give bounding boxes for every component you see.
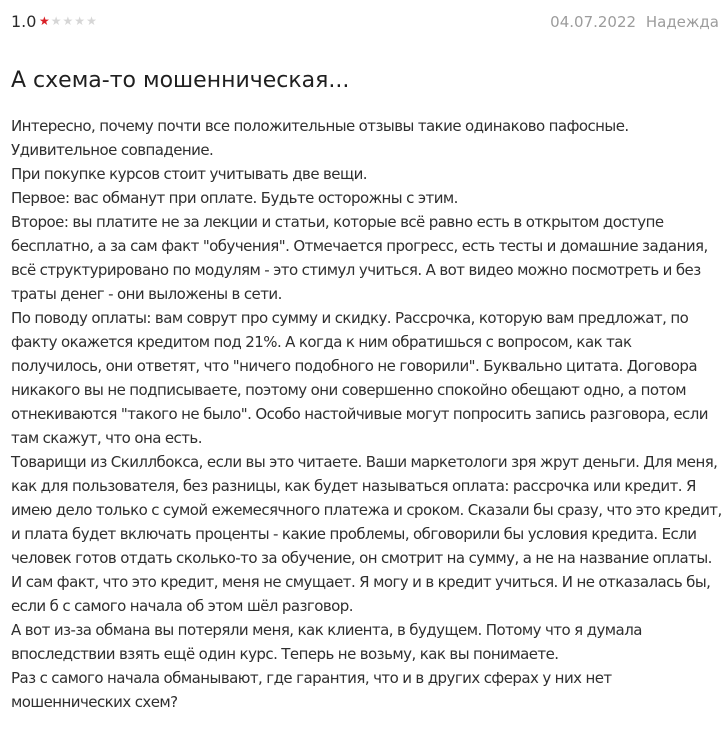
review-meta (11, 0, 721, 44)
review-paragraph: И сам факт, что это кредит, меня не смущает. Я могу и в кредит учиться. И не отказалась бы, если б с самого начала об этом шёл разговор. (11, 573, 711, 615)
review-paragraph: Первое: вас обманут при оплате. Будьте осторожны с этим. (11, 189, 458, 207)
review-paragraph: Раз с самого начала обманывают, где гарантия, что и в других сферах у них нет мошеннических схем? (11, 669, 612, 711)
review-title: А схема-то мошенническая... (11, 68, 350, 93)
star-empty-icon: ★ (74, 14, 86, 28)
review-body (11, 114, 723, 714)
rating-value: 1.0 (11, 12, 37, 31)
rating-stars (39, 13, 97, 29)
review-meta-right (550, 11, 719, 33)
review-paragraph: А вот из-за обмана вы потеряли меня, как клиента, в будущем. Потому что я думала впоследствии взять ещё один курс. Теперь не возьму, как вы понимаете. (11, 621, 642, 663)
star-empty-icon: ★ (50, 14, 62, 28)
review-paragraph: По поводу оплаты: вам соврут про сумму и скидку. Рассрочка, которую вам предложат, по факту окажется кредитом под 21%. А когда к ним обратишься с вопросом, как так получилось, они ответят, что "ничего подобного не говорили". Буквально цитата. Договора никакого вы не подписываете, поэтому они совершенно спокойно обещают одно, а потом отнекиваются "такого не было". Особо настойчивые могут попросить запись разговора, если там скажут, что она есть. (11, 309, 708, 447)
review-date: 04.07.2022 (550, 13, 637, 31)
review-author: Надежда (645, 13, 719, 31)
review-paragraph: Товарищи из Скиллбокса, если вы это читаете. Ваши маркетологи зря жрут деньги. Для меня, как для пользователя, без разницы, как будет называться оплата: рассрочка или кредит. Я имею дело только с сумой ежемесячного платежа и сроком. Сказали бы сразу, что это кредит, и плата будет включать проценты - какие проблемы, обговорили бы условия кредита. Если человек готов отдать сколько-то за обучение, он смотрит на сумму, а не на название оплаты. (11, 453, 722, 567)
star-empty-icon: ★ (62, 14, 74, 28)
review-card (11, 0, 722, 711)
star-filled-icon: ★ (39, 14, 50, 28)
star-empty-icon: ★ (86, 14, 97, 28)
review-paragraph: При покупке курсов стоит учитывать две вещи. (11, 165, 367, 183)
review-paragraph: Интересно, почему почти все положительные отзывы такие одинаково пафосные. Удивительное совпадение. (11, 117, 629, 159)
review-paragraph: Второе: вы платите не за лекции и статьи, которые всё равно есть в открытом доступе бесплатно, а за сам факт "обучения". Отмечается прогресс, есть тесты и домашние задания, всё структурировано по модулям - это стимул учиться. А вот видео можно посмотреть и без траты денег - они выложены в сети. (11, 213, 708, 303)
